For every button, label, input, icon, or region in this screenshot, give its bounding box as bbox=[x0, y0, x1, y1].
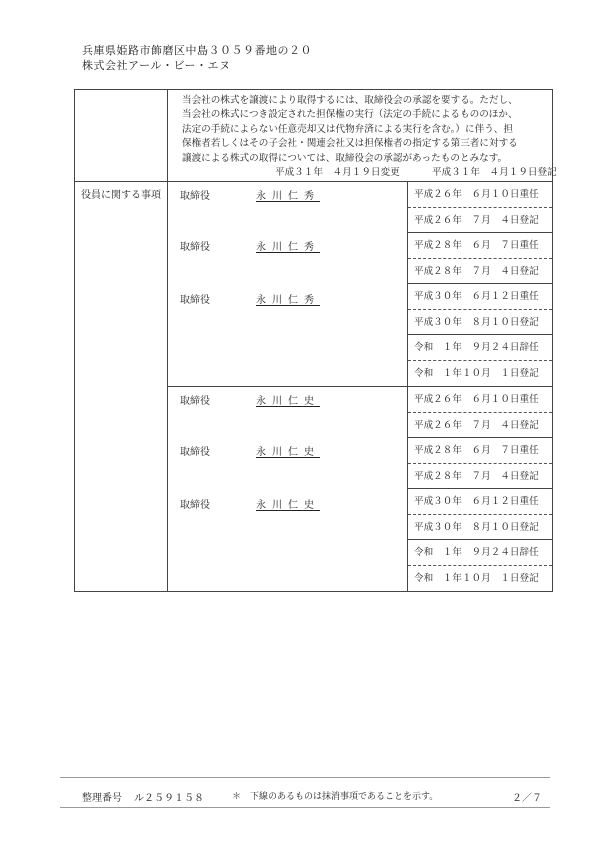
date-entry: 平成３０年 ６月１２日重任 bbox=[408, 284, 552, 310]
officer-name: 永川仁秀 bbox=[256, 295, 320, 307]
officer-name: 永川仁史 bbox=[256, 396, 320, 408]
officer-name: 永川仁秀 bbox=[256, 242, 320, 254]
restriction-line: 当会社の株式を譲渡により取得するには、取締役会の承認を要する。ただし、 bbox=[182, 95, 518, 106]
date-entry: 平成２６年 ６月１０日重任 bbox=[408, 387, 552, 413]
restriction-label-cell bbox=[75, 90, 168, 182]
officers-label-cell bbox=[75, 182, 168, 592]
company-address: 兵庫県姫路市飾磨区中島３０５９番地の２０ bbox=[82, 44, 312, 57]
date-entry: 平成２８年 ６月 ７日重任 bbox=[408, 233, 552, 259]
restriction-line: 当会社の株式につき設定された担保権の実行（法定の手続によるもののほか、 bbox=[182, 109, 518, 121]
officer-entry bbox=[180, 291, 334, 306]
officer-entry bbox=[180, 187, 334, 202]
date-entry: 令和 １年１０月 １日登記 bbox=[414, 367, 539, 379]
officer-title: 取締役 bbox=[180, 242, 210, 254]
date-entry: 平成３０年 ６月１２日重任 bbox=[408, 489, 552, 515]
date-entry: 令和 １年 ９月２４日辞任 bbox=[408, 335, 552, 361]
officer-name: 永川仁秀 bbox=[256, 191, 320, 203]
date-entry: 平成２８年 ７月 ４日登記 bbox=[408, 259, 552, 285]
officer-entry bbox=[180, 496, 334, 511]
date-entry: 平成２６年 ６月１０日重任 bbox=[408, 182, 552, 208]
officer-title: 取締役 bbox=[180, 447, 210, 459]
footer-rule-bottom bbox=[60, 807, 550, 808]
restriction-line: 保権者若しくはその子会社・関連会社又は担保権者の指定する第三者に対する bbox=[182, 138, 518, 150]
officer-entry bbox=[180, 392, 334, 407]
officer-title: 取締役 bbox=[180, 500, 210, 512]
registry-table bbox=[74, 89, 557, 592]
officer-name: 永川仁史 bbox=[256, 500, 320, 512]
footer-rule-top bbox=[60, 777, 550, 778]
restriction-line: 法定の手続によらない任意売却又は代物弁済による実行を含む。）に伴う、担 bbox=[182, 123, 513, 135]
officer-entry bbox=[180, 443, 334, 458]
officer-name: 永川仁史 bbox=[256, 447, 320, 459]
officers-label: 役員に関する事項 bbox=[81, 190, 161, 202]
date-entry: 平成２８年 ６月 ７日重任 bbox=[408, 438, 552, 464]
serial-number: ル２５９１５８ bbox=[134, 793, 204, 804]
officer-title: 取締役 bbox=[180, 396, 210, 408]
date-entry: 令和 １年１０月 １日登記 bbox=[414, 572, 539, 584]
officer-group-2 bbox=[168, 387, 408, 592]
officer-group-1 bbox=[168, 182, 408, 387]
officer-title: 取締役 bbox=[180, 295, 210, 307]
page-number: ２／７ bbox=[512, 793, 542, 804]
officer-entry bbox=[180, 238, 334, 253]
restriction-registered-date: 平成３１年 ４月１９日登記 bbox=[432, 167, 557, 179]
date-entry: 平成３０年 ８月１０日登記 bbox=[408, 310, 552, 336]
share-transfer-restriction bbox=[168, 90, 557, 182]
serial-label: 整理番号 bbox=[82, 793, 122, 804]
officer-dates-2 bbox=[408, 387, 553, 592]
restriction-change-date: 平成３１年 ４月１９日変更 bbox=[275, 167, 400, 179]
officer-title: 取締役 bbox=[180, 191, 210, 203]
date-entry: 平成３０年 ８月１０日登記 bbox=[408, 515, 552, 541]
officer-dates-1 bbox=[408, 182, 553, 387]
footer-note: ＊ 下線のあるものは抹消事項であることを示す。 bbox=[232, 792, 439, 802]
date-entry: 平成２６年 ７月 ４日登記 bbox=[408, 413, 552, 439]
company-name: 株式会社アール・ビー・エヌ bbox=[82, 59, 231, 72]
date-entry: 平成２８年 ７月 ４日登記 bbox=[408, 464, 552, 490]
date-entry: 平成２６年 ７月 ４日登記 bbox=[408, 208, 552, 234]
restriction-line: 譲渡による株式の取得については、取締役会の承認があったものとみなす。 bbox=[182, 152, 508, 164]
date-entry: 令和 １年 ９月２４日辞任 bbox=[408, 540, 552, 566]
